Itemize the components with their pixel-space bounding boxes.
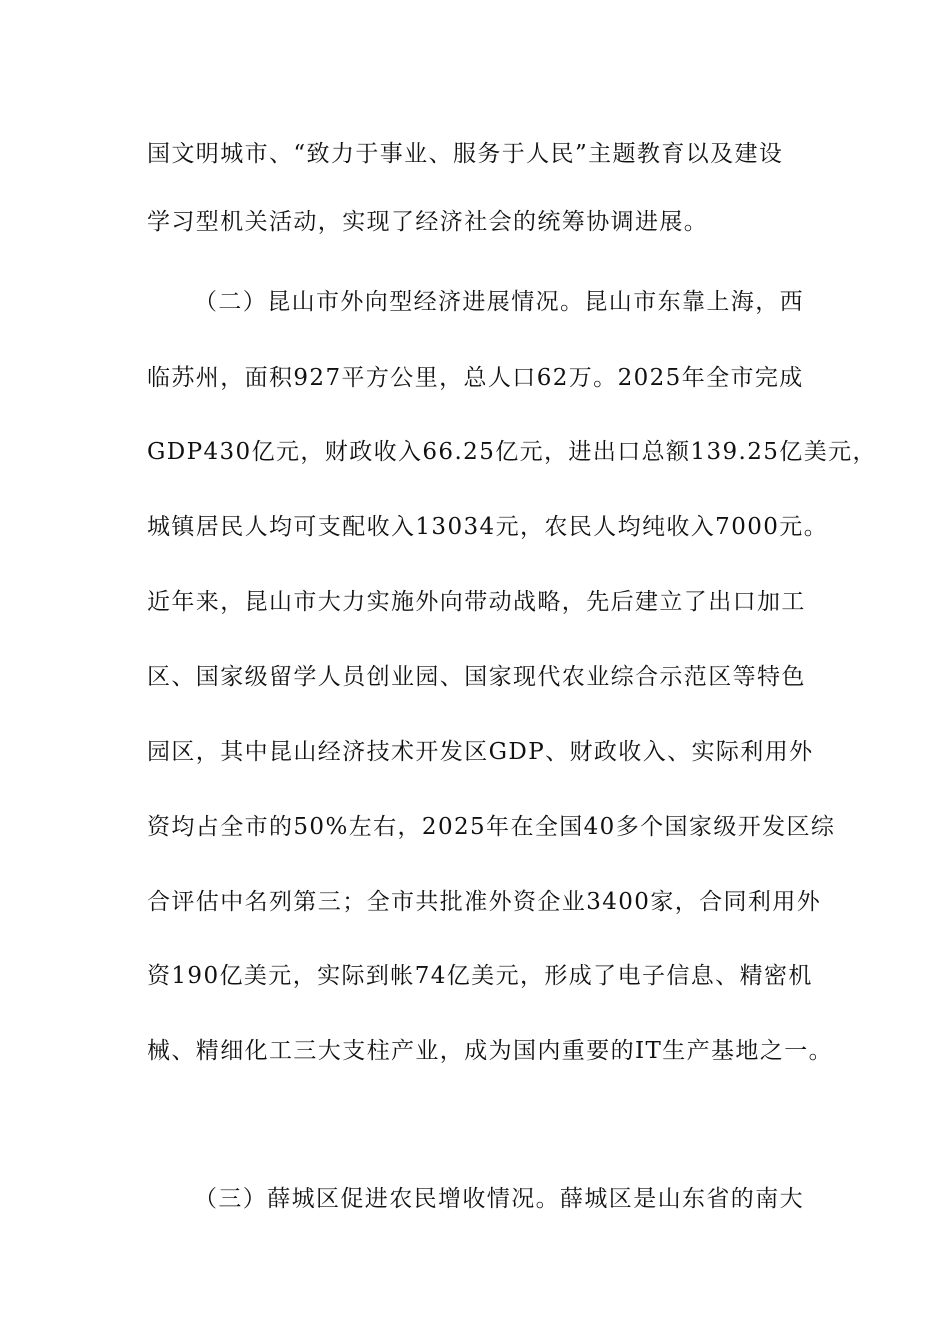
paragraph-2-line-4: 城镇居民人均可支配收入13034元，农民人均纯收入7000元。 (147, 514, 829, 540)
paragraph-3-line-1: （三）薛城区促进农民增收情况。薛城区是山东省的南大 (194, 1186, 804, 1212)
paragraph-2-line-6: 区、国家级留学人员创业园、国家现代农业综合示范区等特色 (147, 664, 806, 690)
paragraph-2-line-9: 合评估中名列第三；全市共批准外资企业3400家，合同利用外 (147, 889, 822, 915)
paragraph-2-line-2: 临苏州，面积927平方公里，总人口62万。2025年全市完成 (147, 365, 804, 391)
paragraph-2-line-7: 园区，其中昆山经济技术开发区GDP、财政收入、实际利用外 (147, 739, 814, 765)
paragraph-2-line-5: 近年来，昆山市大力实施外向带动战略，先后建立了出口加工 (147, 589, 806, 615)
paragraph-1-line-1: 国文明城市、“致力于事业、服务于人民”主题教育以及建设 (147, 141, 784, 167)
paragraph-2-line-1: （二）昆山市外向型经济进展情况。昆山市东靠上海，西 (194, 289, 804, 315)
paragraph-2-line-3: GDP430亿元，财政收入66.25亿元，进出口总额139.25亿美元， (147, 439, 877, 465)
paragraph-1-line-2: 学习型机关活动，实现了经济社会的统筹协调进展。 (147, 209, 709, 235)
paragraph-2-line-11: 械、精细化工三大支柱产业，成为国内重要的IT生产基地之一。 (147, 1038, 834, 1064)
paragraph-2-line-8: 资均占全市的50%左右，2025年在全国40多个国家级开发区综 (147, 814, 836, 840)
paragraph-2-line-10: 资190亿美元，实际到帐74亿美元，形成了电子信息、精密机 (147, 963, 813, 989)
